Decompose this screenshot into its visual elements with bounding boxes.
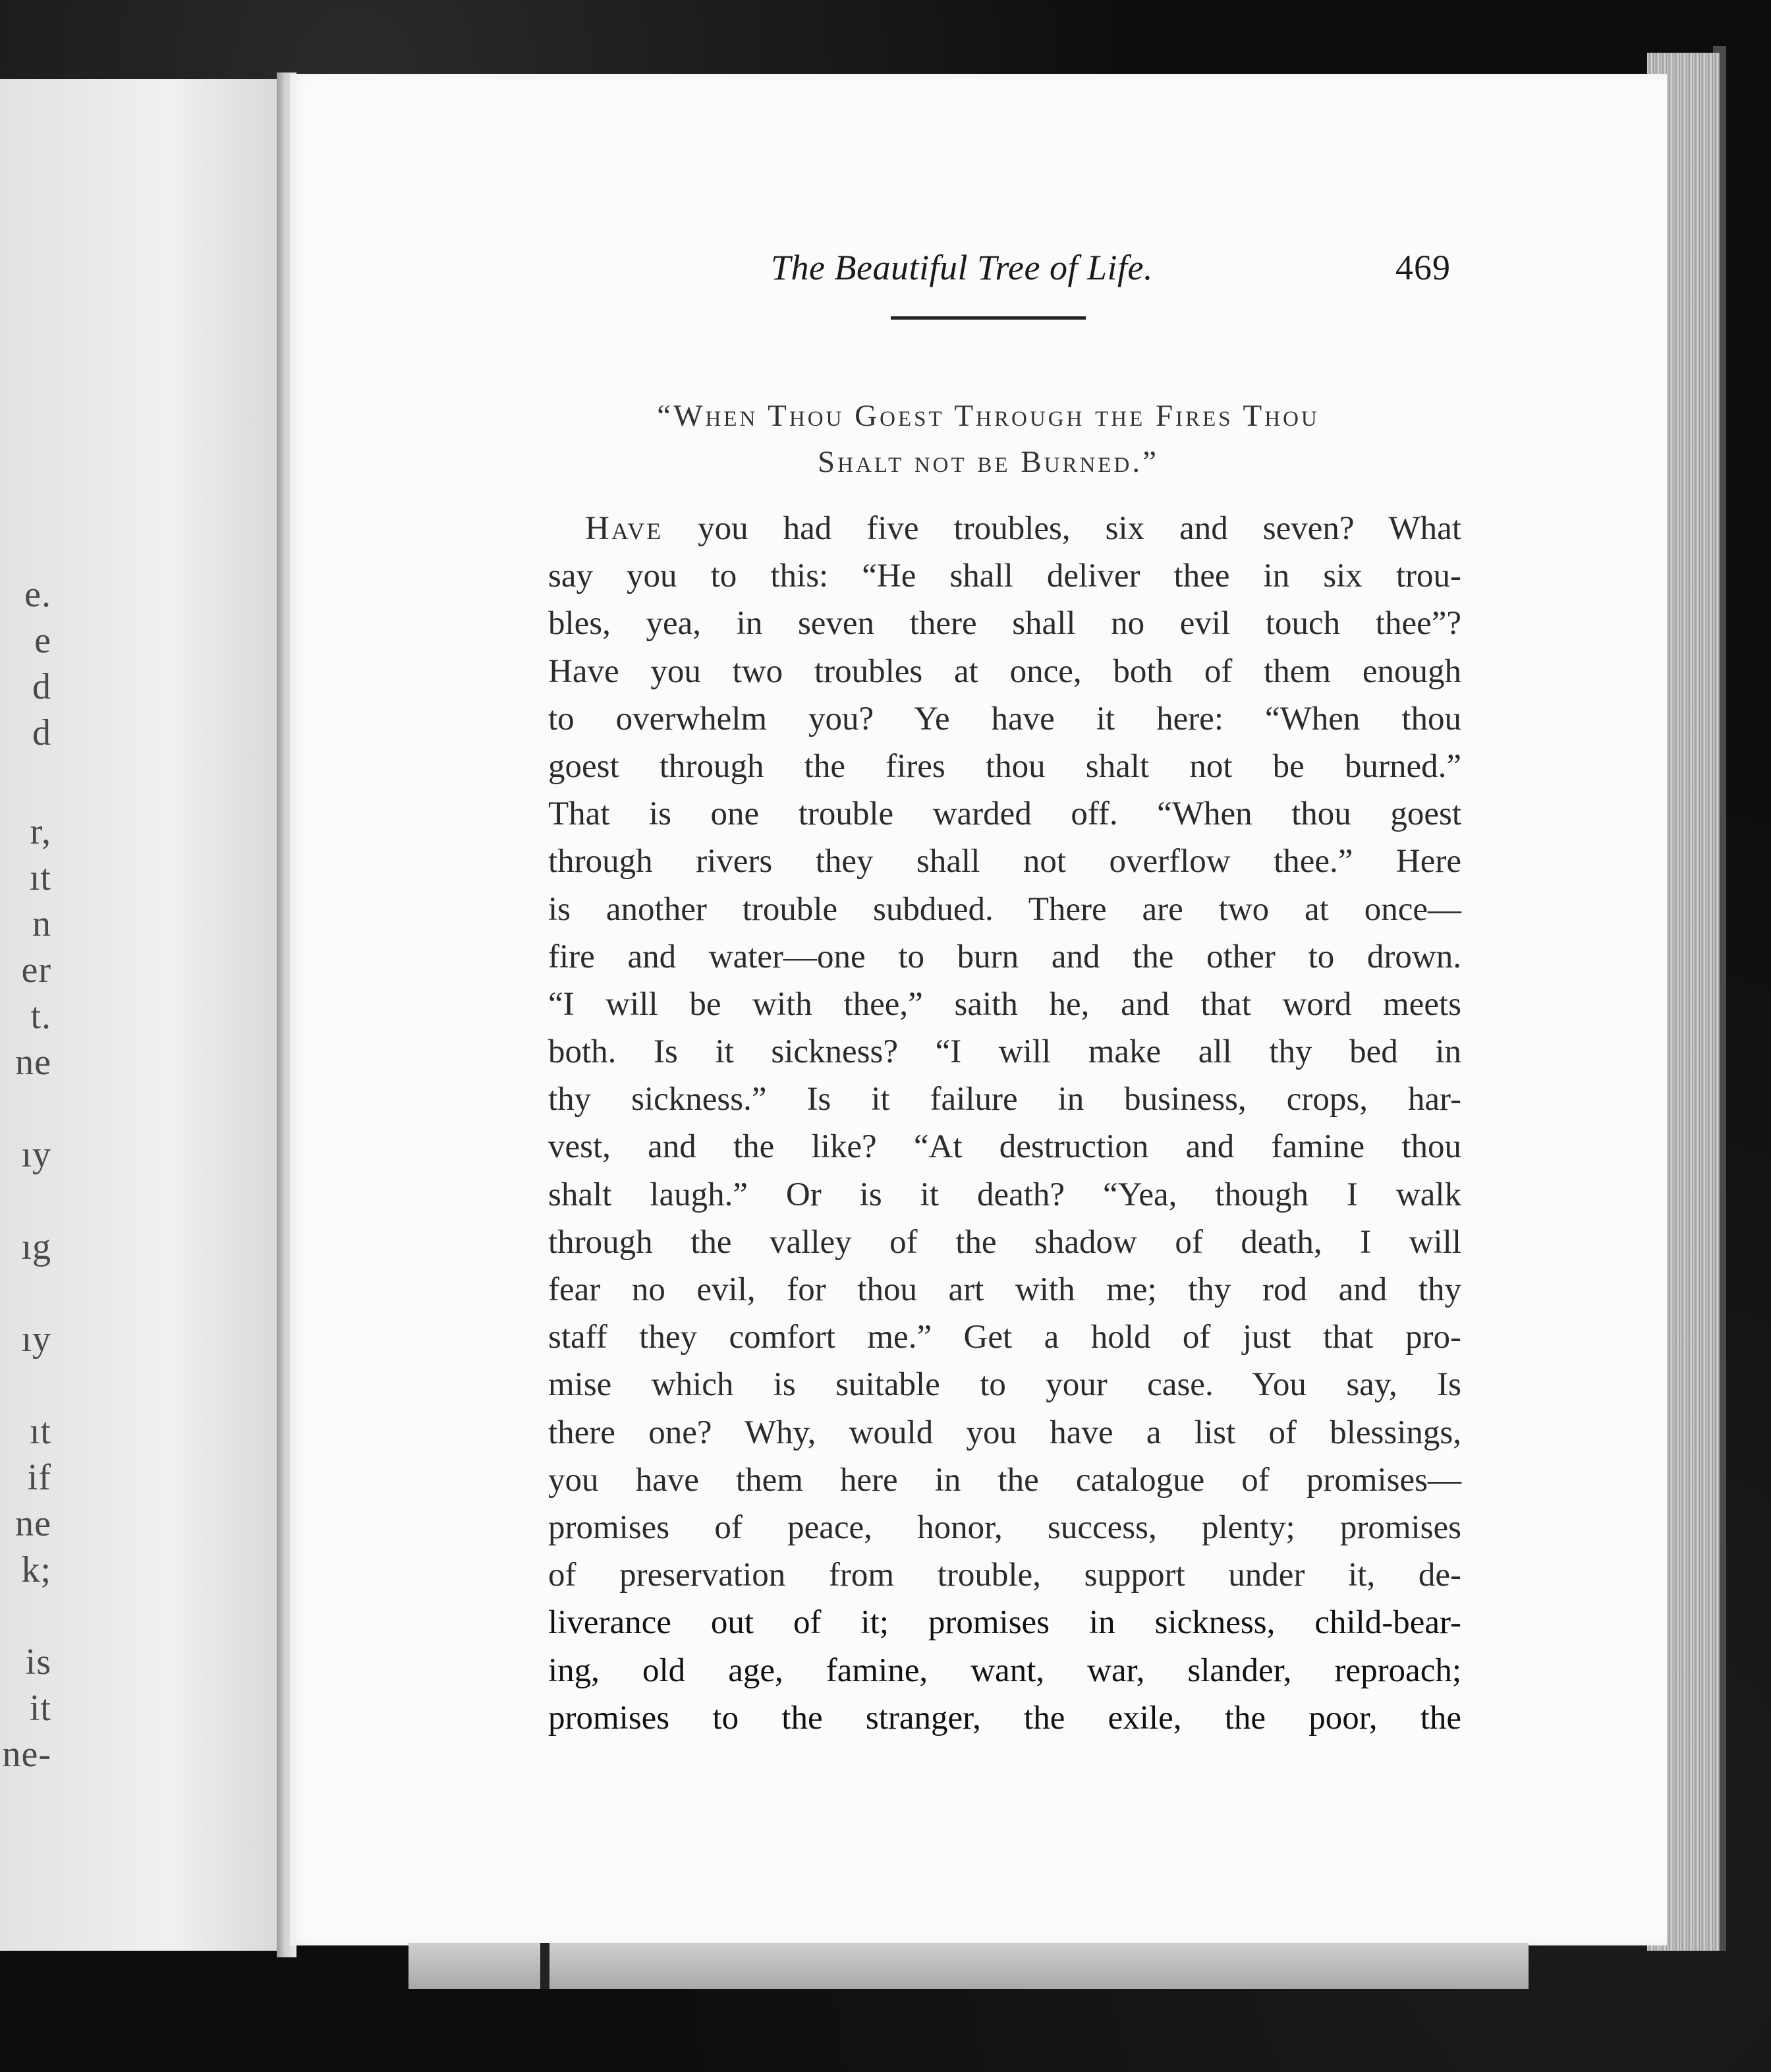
body-line: say you to this: “He shall deliver thee in six trou-	[548, 558, 1461, 595]
body-line: you have them here in the catalogue of promises—	[548, 1461, 1461, 1499]
left-fragment: ıy	[21, 1134, 51, 1175]
left-fragment: ne-	[2, 1734, 51, 1775]
left-fragment: ıy	[21, 1319, 51, 1360]
left-fragment: k;	[21, 1549, 51, 1590]
body-line: through rivers they shall not overflow thee.” Here	[548, 843, 1461, 880]
first-line-text: you had five troubles, six and seven? What	[663, 510, 1461, 547]
body-line: both. Is it sickness? “I will make all thy bed in	[548, 1033, 1461, 1071]
facing-page-left	[0, 79, 283, 1951]
body-line: That is one trouble warded off. “When thou goest	[548, 795, 1461, 833]
left-fragment: if	[27, 1457, 51, 1498]
body-line: fear no evil, for thou art with me; thy rod and thy	[548, 1271, 1461, 1308]
body-line: ing, old age, famine, want, war, slander, reproach;	[548, 1652, 1461, 1689]
left-fragment: it	[29, 1688, 51, 1729]
binding-mark	[540, 1943, 549, 1989]
body-line: promises to the stranger, the exile, the poor, the	[548, 1699, 1461, 1737]
left-fragment: d	[32, 666, 51, 707]
body-line: is another trouble subdued. There are two at once—	[548, 890, 1461, 928]
left-fragment: e	[34, 620, 51, 661]
page-number: 469	[1395, 248, 1451, 287]
body-line: bles, yea, in seven there shall no evil touch thee”?	[548, 605, 1461, 643]
body-line: goest through the fires thou shalt not be burned.”	[548, 747, 1461, 785]
body-line: thy sickness.” Is it failure in business, crops, har-	[548, 1081, 1461, 1118]
left-fragment: ne	[15, 1042, 51, 1083]
body-line: Have you two troubles at once, both of them enough	[548, 652, 1461, 690]
body-line: to overwhelm you? Ye have it here: “When thou	[548, 700, 1461, 737]
header-rule	[891, 316, 1086, 320]
body-paragraph	[548, 505, 1461, 1742]
left-fragment: ne	[15, 1503, 51, 1544]
body-line: staff they comfort me.” Get a hold of just that pro-	[548, 1319, 1461, 1356]
body-line: liverance out of it; promises in sickness, child-bear-	[548, 1604, 1461, 1642]
section-heading-line-2: Shalt not be Burned.”	[818, 445, 1159, 479]
body-line: vest, and the like? “At destruction and famine thou	[548, 1128, 1461, 1166]
body-line: mise which is suitable to your case. You say, Is	[548, 1366, 1461, 1404]
left-fragment: d	[32, 712, 51, 753]
body-line: promises of peace, honor, success, plenty; promises	[548, 1509, 1461, 1546]
body-line: shalt laugh.” Or is it death? “Yea, though I walk	[548, 1176, 1461, 1213]
body-line: fire and water—one to burn and the other to drown.	[548, 938, 1461, 975]
running-title: The Beautiful Tree of Life.	[771, 248, 1153, 287]
body-line: of preservation from trouble, support under it, de-	[548, 1557, 1461, 1594]
left-fragment: e.	[24, 574, 51, 615]
section-heading	[520, 393, 1456, 485]
body-line-1	[548, 505, 1461, 552]
body-line: “I will be with thee,” saith he, and that word meets	[548, 985, 1461, 1023]
body-line: through the valley of the shadow of death, I will	[548, 1223, 1461, 1261]
facing-page-text-fragments	[0, 178, 283, 1826]
left-fragment: ıg	[21, 1226, 51, 1267]
left-fragment: er	[21, 950, 51, 991]
section-heading-line-1: “When Thou Goest Through the Fires Thou	[657, 399, 1320, 433]
left-fragment: ıt	[29, 857, 51, 898]
body-line: there one? Why, would you have a list of blessings,	[548, 1414, 1461, 1451]
left-fragment: is	[25, 1642, 51, 1683]
left-fragment: r,	[30, 811, 51, 852]
binding-strip	[408, 1943, 1529, 1989]
left-fragment: n	[32, 904, 51, 944]
left-fragment: t.	[30, 996, 51, 1037]
lead-word: Have	[585, 510, 663, 547]
left-fragment: ıt	[29, 1411, 51, 1452]
